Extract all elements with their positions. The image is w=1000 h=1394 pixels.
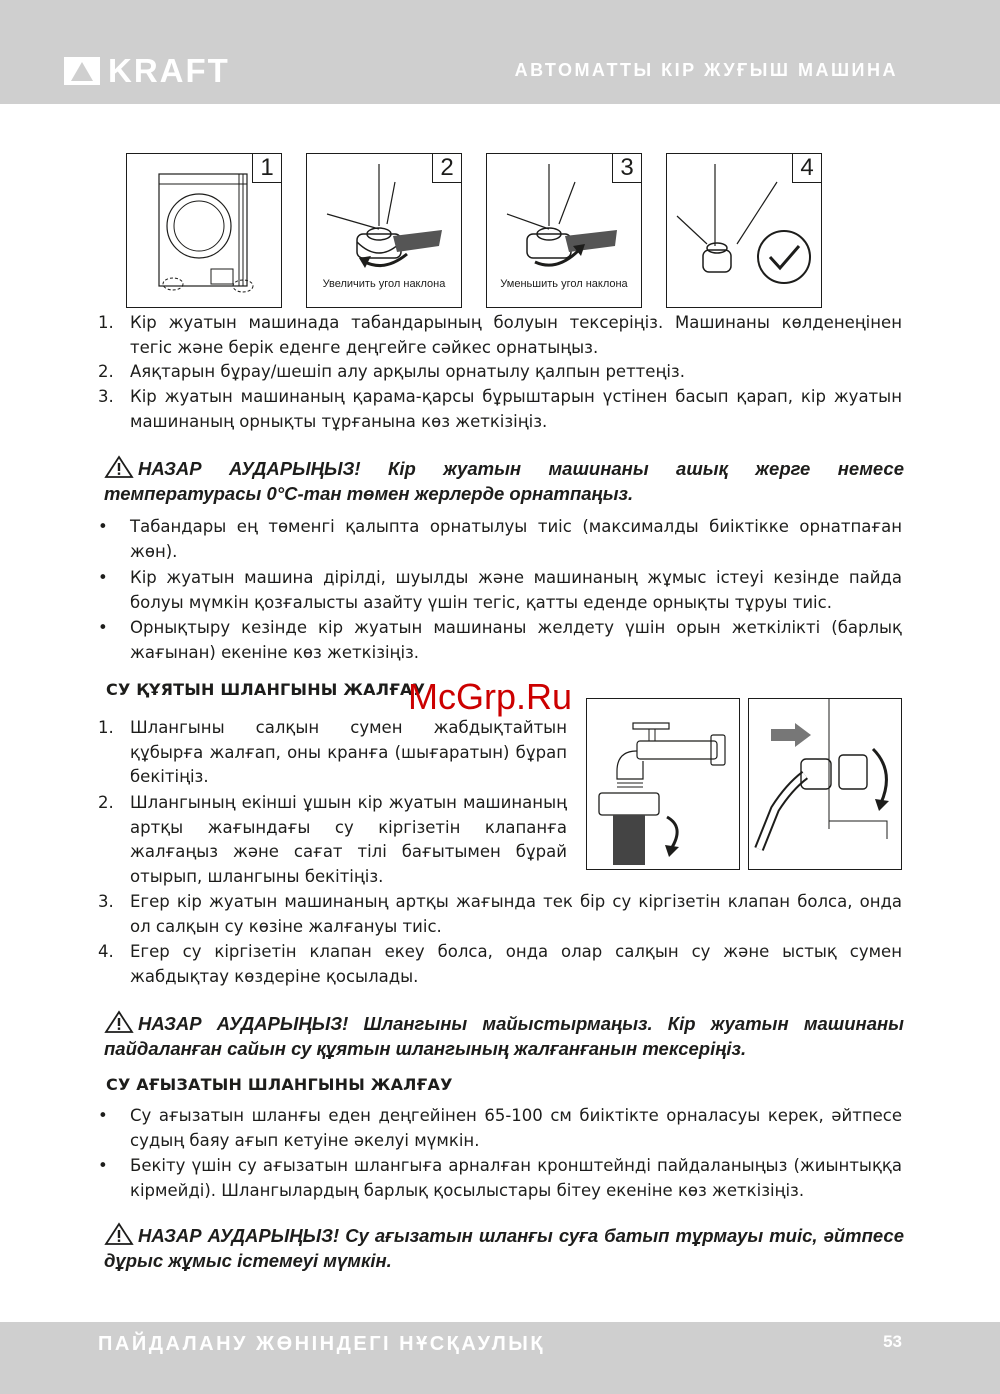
warning-text: НАЗАР АУДАРЫҢЫЗ! Су ағызатын шланғы суға батып тұрмауы тиіс, әйтпесе дұрыс жұмыс істемеуі мүмкін.	[104, 1225, 904, 1271]
figure-1	[126, 153, 282, 308]
bullet-text: Бекіту үшін су ағызатын шлангыға арналған кронштейнді пайдаланыңыз (жиынтыққа кірмейді). Шлангылардың барлық қосылыстары бітеу екеніне көз жеткізіңіз.	[130, 1156, 902, 1200]
figure-number: 2	[432, 154, 461, 183]
step-text: Кір жуатын машинаның қарама-қарсы бұрыштарын үстінен басып қарап, кір жуатын машинаның орнықты тұрғанына көз жеткізіңіз.	[130, 387, 902, 431]
step-text: Шлангыны салқын сумен жабдықтайтын құбырға жалғап, оны кранға (шығаратын) бұрап бекітіңіз.	[130, 718, 567, 786]
bullet-text: Кір жуатын машина дірілді, шуылды және машинаның жұмыс істеуі кезінде пайда болуы мүмкін қозғалысты азайту үшін тегіс, қатты еденде орнықты тұруы тиіс.	[130, 568, 902, 612]
step-text: Аяқтарын бұрау/шешіп алу арқылы орнатылу қалпын реттеңіз.	[130, 362, 685, 381]
bullet-text: Орнықтыру кезінде кір жуатын машинаны желдету үшін орын жеткілікті (барлық жағынан) екеніне көз жеткізіңіз.	[130, 618, 902, 662]
step-number: 1.	[98, 718, 114, 737]
header-title: АВТОМАТТЫ КІР ЖУҒЫШ МАШИНА	[514, 60, 898, 80]
warning-icon	[104, 1222, 134, 1246]
step-text: Егер кір жуатын машинаның артқы жағында тек бір су кіргізетін клапан болса, онда ол салқын су көзіне жалғануы тиіс.	[130, 892, 902, 936]
water-inlet-illustration	[749, 699, 901, 869]
warning-block	[104, 455, 904, 506]
bullet-dot: •	[98, 568, 108, 587]
step-text: Шлангының екінші ұшын кір жуатын машинаның артқы жағындағы су кіргізетін клапанға жалғаңыз және сағат тілі бағытымен бұрай отырып, шлангыны бекітіңіз.	[130, 793, 567, 886]
tap-illustration	[586, 698, 740, 870]
figure-4	[666, 153, 822, 308]
inlet-illustration	[748, 698, 902, 870]
warning-text: НАЗАР АУДАРЫҢЫЗ! Кір жуатын машинаны ашық жерге немесе температурасы 0°С-тан төмен жерлерде орнатпаңыз.	[104, 458, 904, 504]
footer-title: ПАЙДАЛАНУ ЖӨНІНДЕГІ НҰСҚАУЛЫҚ	[98, 1333, 546, 1355]
brand-logo	[64, 52, 230, 89]
bullet-dot: •	[98, 517, 108, 536]
figure-2	[306, 153, 462, 308]
figure-number: 4	[792, 154, 821, 183]
section-heading: СУ АҒЫЗАТЫН ШЛАНГЫНЫ ЖАЛҒАУ	[106, 1075, 453, 1094]
figure-number: 3	[612, 154, 641, 183]
bullet-dot: •	[98, 1156, 108, 1175]
bullet-dot: •	[98, 1106, 108, 1125]
figure-caption: Увеличить угол наклона	[322, 278, 446, 290]
logo-text: KRAFT	[108, 52, 230, 89]
bullet-text: Су ағызатын шланғы еден деңгейінен 65-100 см биіктікте орналасуы керек, әйтпесе судың баяу ағып кетуіне әкелуі мүмкін.	[130, 1106, 902, 1150]
step-number: 1.	[98, 313, 114, 332]
page-number: 53	[883, 1332, 902, 1351]
section-heading: СУ ҚҰЯТЫН ШЛАНГЫНЫ ЖАЛҒАУ	[106, 680, 426, 699]
bullet-text: Табандары ең төменгі қалыпта орнатылуы тиіс (максималды биіктікке орнатпаған жөн).	[130, 517, 902, 561]
step-text: Кір жуатын машинада табандарының болуын тексеріңіз. Машинаны көлденеңінен тегіс және берік еденге деңгейге сәйкес орнатыңыз.	[130, 313, 902, 357]
step-number: 4.	[98, 942, 114, 961]
warning-block	[104, 1010, 904, 1061]
figure-number: 1	[252, 154, 281, 183]
bullet-dot: •	[98, 618, 108, 637]
step-text: Егер су кіргізетін клапан екеу болса, онда олар салқын су және ыстық сумен жабдықтау көздеріне қосылады.	[130, 942, 902, 986]
warning-icon	[104, 455, 134, 479]
step-number: 3.	[98, 892, 114, 911]
water-tap-illustration	[587, 699, 739, 869]
step-number: 2.	[98, 362, 114, 381]
step-number: 2.	[98, 793, 114, 812]
warning-icon	[104, 1010, 134, 1034]
watermark: McGrp.Ru	[408, 676, 573, 717]
warning-block	[104, 1222, 904, 1273]
step-number: 3.	[98, 387, 114, 406]
figure-3	[486, 153, 642, 308]
warning-text: НАЗАР АУДАРЫҢЫЗ! Шлангыны майыстырмаңыз. Кір жуатын машинаны пайдаланған сайын су құятын шлангының жалғанғанын тексеріңіз.	[104, 1013, 904, 1059]
logo-mark-icon	[64, 57, 100, 85]
figure-caption: Уменьшить угол наклона	[500, 278, 628, 290]
